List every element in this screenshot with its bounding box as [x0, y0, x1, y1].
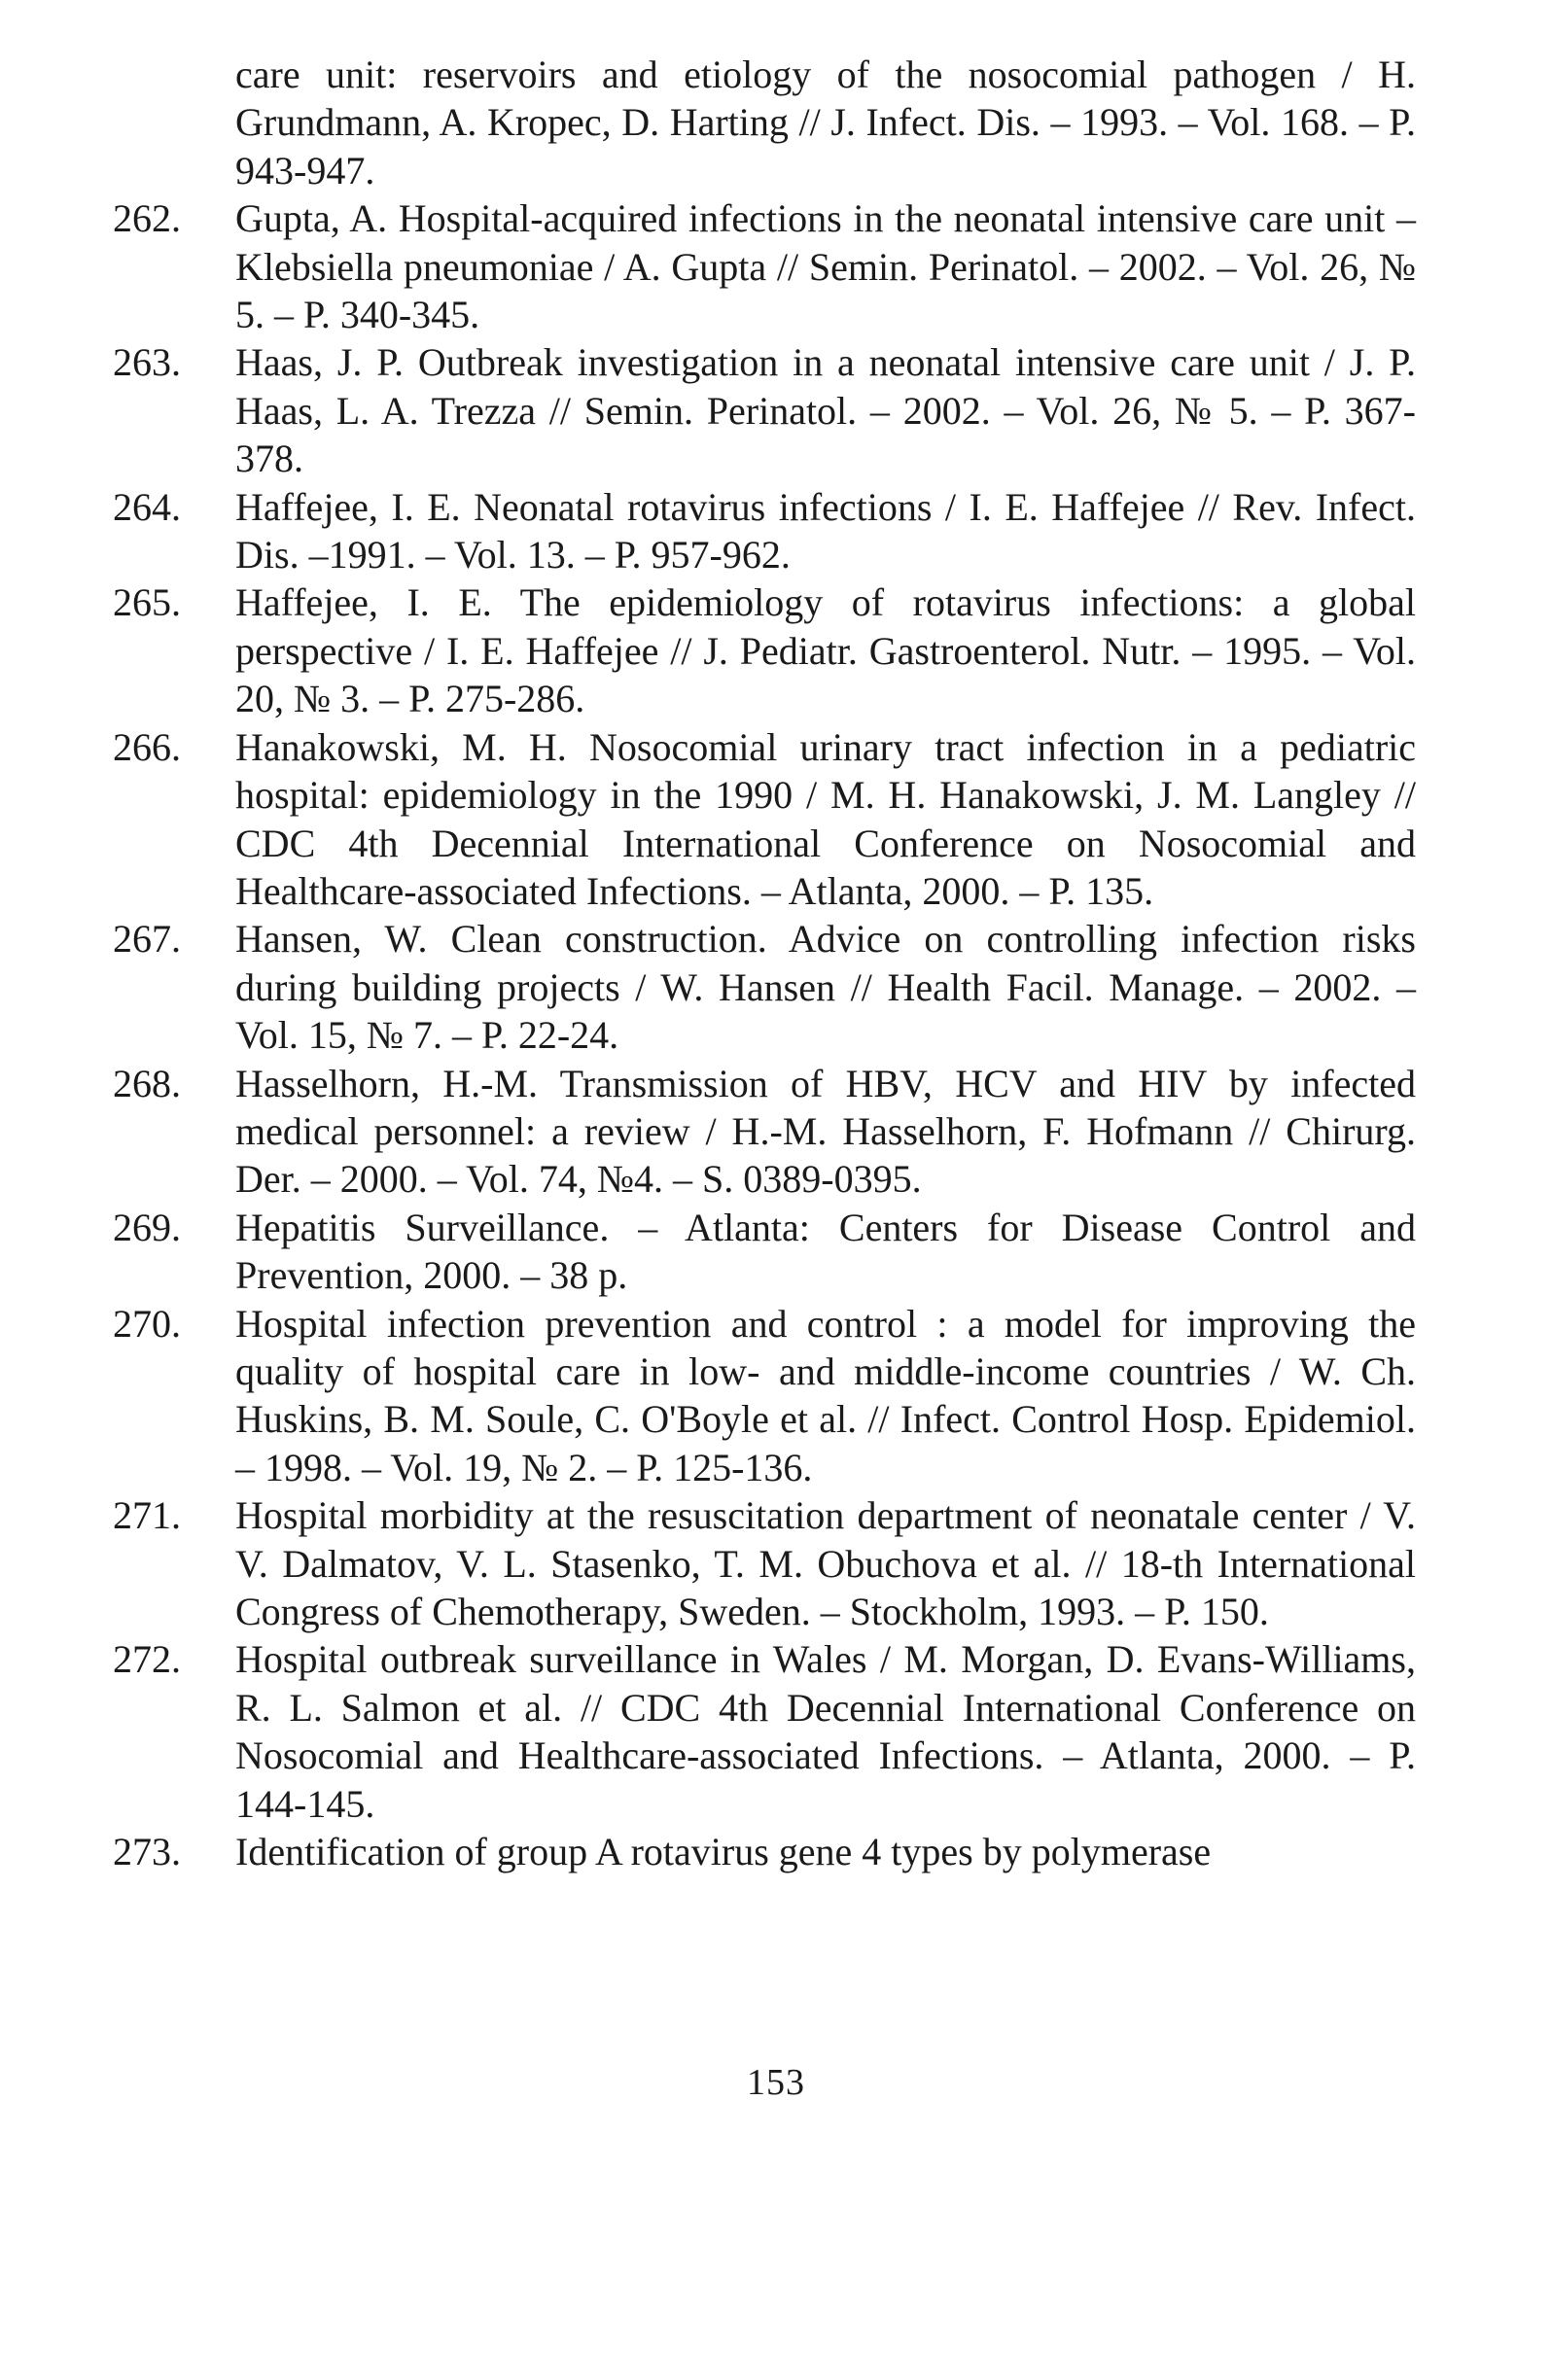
reference-text: Hospital infection prevention and control : a model for improving the quality of hospital care in low- and middle-income countries / W. Ch. Huskins, B. M. Soule, C. O'Boyle et al. // Infect. Control Hosp. Epidemiol. – 1998. – Vol. 19, № 2. – P. 125-136. — [235, 1301, 1416, 1489]
reference-entry-270 — [113, 1300, 1416, 1492]
reference-entry-268 — [113, 1060, 1416, 1204]
reference-number: 273. — [113, 1830, 181, 1874]
reference-number: 265. — [113, 580, 181, 625]
reference-entry-267 — [113, 915, 1416, 1059]
reference-number: 264. — [113, 484, 181, 529]
reference-number: 269. — [113, 1205, 181, 1249]
reference-text: Gupta, A. Hospital-acquired infections in the neonatal intensive care unit – Klebsiella pneumoniae / A. Gupta // Semin. Perinatol. – 2002. – Vol. 26, № 5. – P. 340-345. — [235, 196, 1416, 337]
reference-entry-271 — [113, 1491, 1416, 1635]
reference-text: Hansen, W. Clean construction. Advice on controlling infection risks during building projects / W. Hansen // Health Facil. Manage. – 2002. – Vol. 15, № 7. – P. 22-24. — [235, 917, 1416, 1058]
reference-text: Haffejee, I. E. Neonatal rotavirus infections / I. E. Haffejee // Rev. Infect. Dis. –1991. – Vol. 13. – P. 957-962. — [235, 484, 1416, 578]
reference-number: 270. — [113, 1301, 181, 1346]
reference-entry-continued — [113, 51, 1416, 194]
reference-entry-269 — [113, 1204, 1416, 1300]
reference-number: 262. — [113, 196, 181, 241]
reference-number: 268. — [113, 1061, 181, 1105]
reference-entry-266 — [113, 723, 1416, 916]
reference-entry-273 — [113, 1828, 1416, 1875]
reference-entry-265 — [113, 578, 1416, 722]
reference-entry-272 — [113, 1635, 1416, 1828]
reference-text: Hospital outbreak surveillance in Wales / M. Morgan, D. Evans-Williams, R. L. Salmon et al. // CDC 4th Decennial International Conference on Nosocomial and Healthcare-associated Infections. – Atlanta, 2000. – P. 144-145. — [235, 1637, 1416, 1826]
reference-entry-263 — [113, 338, 1416, 482]
reference-entry-264 — [113, 483, 1416, 579]
reference-text: care unit: reservoirs and etiology of the nosocomial pathogen / H. Grundmann, A. Kropec, D. Harting // J. Infect. Dis. – 1993. – Vol. 168. – P. 943-947. — [235, 52, 1416, 192]
reference-text: Haas, J. P. Outbreak investigation in a neonatal intensive care unit / J. P. Haas, L. A. Trezza // Semin. Perinatol. – 2002. – Vol. 26, № 5. – P. 367-378. — [235, 340, 1416, 481]
reference-number: 271. — [113, 1493, 181, 1538]
reference-entry-262 — [113, 194, 1416, 338]
reference-text: Hanakowski, M. H. Nosocomial urinary tract infection in a pediatric hospital: epidemiology in the 1990 / M. H. Hanakowski, J. M. Langley // CDC 4th Decennial International Conference on Nosocomial and Healthcare-associated Infections. – Atlanta, 2000. – P. 135. — [235, 724, 1416, 913]
reference-number: 267. — [113, 917, 181, 962]
reference-text: Identification of group A rotavirus gene 4 types by polymerase — [235, 1830, 1212, 1874]
reference-number: 266. — [113, 724, 181, 769]
reference-number: 272. — [113, 1637, 181, 1682]
reference-text: Haffejee, I. E. The epidemiology of rotavirus infections: a global perspective / I. E. Haffejee // J. Pediatr. Gastroenterol. Nutr. – 1995. – Vol. 20, № 3. – P. 275-286. — [235, 580, 1416, 721]
page-number: 153 — [747, 2062, 805, 2103]
reference-text: Hasselhorn, H.-M. Transmission of HBV, HCV and HIV by infected medical personnel: a review / H.-M. Hasselhorn, F. Hofmann // Chirurg. Der. – 2000. – Vol. 74, №4. – S. 0389-0395. — [235, 1061, 1416, 1202]
reference-list — [113, 51, 1416, 1875]
reference-text: Hospital morbidity at the resuscitation department of neonatale center / V. V. Dalmatov, V. L. Stasenko, T. M. Obuchova et al. // 18-th International Congress of Chemotherapy, Sweden. – Stockholm, 1993. – P. 150. — [235, 1493, 1416, 1633]
reference-text: Hepatitis Surveillance. – Atlanta: Centers for Disease Control and Prevention, 2000. – 38 p. — [235, 1205, 1416, 1298]
reference-number: 263. — [113, 340, 181, 385]
